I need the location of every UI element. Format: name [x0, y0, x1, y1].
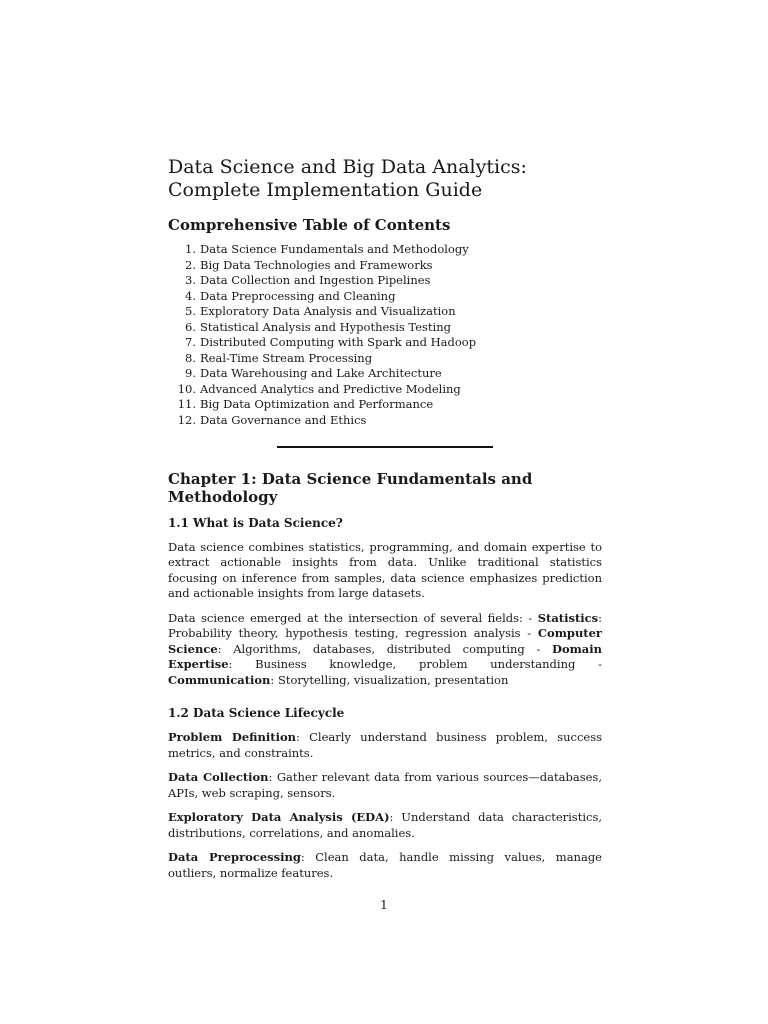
toc-item: 3. Data Collection and Ingestion Pipelines — [185, 273, 431, 287]
toc-item: 8. Real-Time Stream Processing — [185, 350, 373, 365]
paragraph: Data science emerged at the intersection of several fields: - Statistics: Probability theory, hypothesis testing, regression analysis - Computer Science: Algorithms, databases, distributed computing - Domain Expertise: Business knowledge, problem understanding - Communication: Storytelling, visualization, presentation — [168, 610, 602, 687]
paragraph: Data science combines statistics, programming, and domain expertise to extract actionable insights from data. Unlike traditional statistics focusing on inference from samples, data science emphasizes prediction and actionable insights from large datasets. — [168, 539, 602, 600]
lifecycle-step: Exploratory Data Analysis (EDA): Understand data characteristics, distributions, correlations, and anomalies. — [168, 810, 602, 840]
lifecycle-step: Data Preprocessing: Clean data, handle missing values, manage outliers, normalize features. — [168, 850, 602, 880]
document-title: Data Science and Big Data Analytics: Complete Implementation Guide — [168, 156, 527, 201]
toc-item: 11. Big Data Optimization and Performance — [177, 397, 434, 411]
toc-item: 5. Exploratory Data Analysis and Visualization — [185, 304, 456, 318]
document-page — [168, 150, 602, 890]
page-number: 1 — [380, 898, 388, 912]
toc-item: 1. Data Science Fundamentals and Methodology — [185, 242, 469, 256]
section-heading: 1.2 Data Science Lifecycle — [168, 706, 345, 720]
toc-item: 4. Data Preprocessing and Cleaning — [185, 288, 396, 303]
toc-item: 9. Data Warehousing and Lake Architecture — [185, 366, 442, 380]
table-of-contents — [168, 242, 602, 428]
toc-item: 6. Statistical Analysis and Hypothesis Testing — [185, 319, 451, 334]
toc-item: 12. Data Governance and Ethics — [177, 412, 367, 427]
chapter-heading: Chapter 1: Data Science Fundamentals and Methodology — [168, 469, 533, 506]
toc-item: 10. Advanced Analytics and Predictive Modeling — [177, 381, 461, 396]
toc-heading: Comprehensive Table of Contents — [168, 216, 451, 234]
toc-item: 7. Distributed Computing with Spark and Hadoop — [185, 335, 477, 349]
lifecycle-step: Data Collection: Gather relevant data from various sources—databases, APIs, web scraping, sensors. — [168, 770, 602, 800]
lifecycle-step: Problem Definition: Clearly understand business problem, success metrics, and constraints. — [168, 730, 602, 760]
toc-item: 2. Big Data Technologies and Frameworks — [185, 257, 433, 272]
horizontal-divider — [277, 446, 493, 448]
section-heading: 1.1 What is Data Science? — [168, 515, 343, 530]
